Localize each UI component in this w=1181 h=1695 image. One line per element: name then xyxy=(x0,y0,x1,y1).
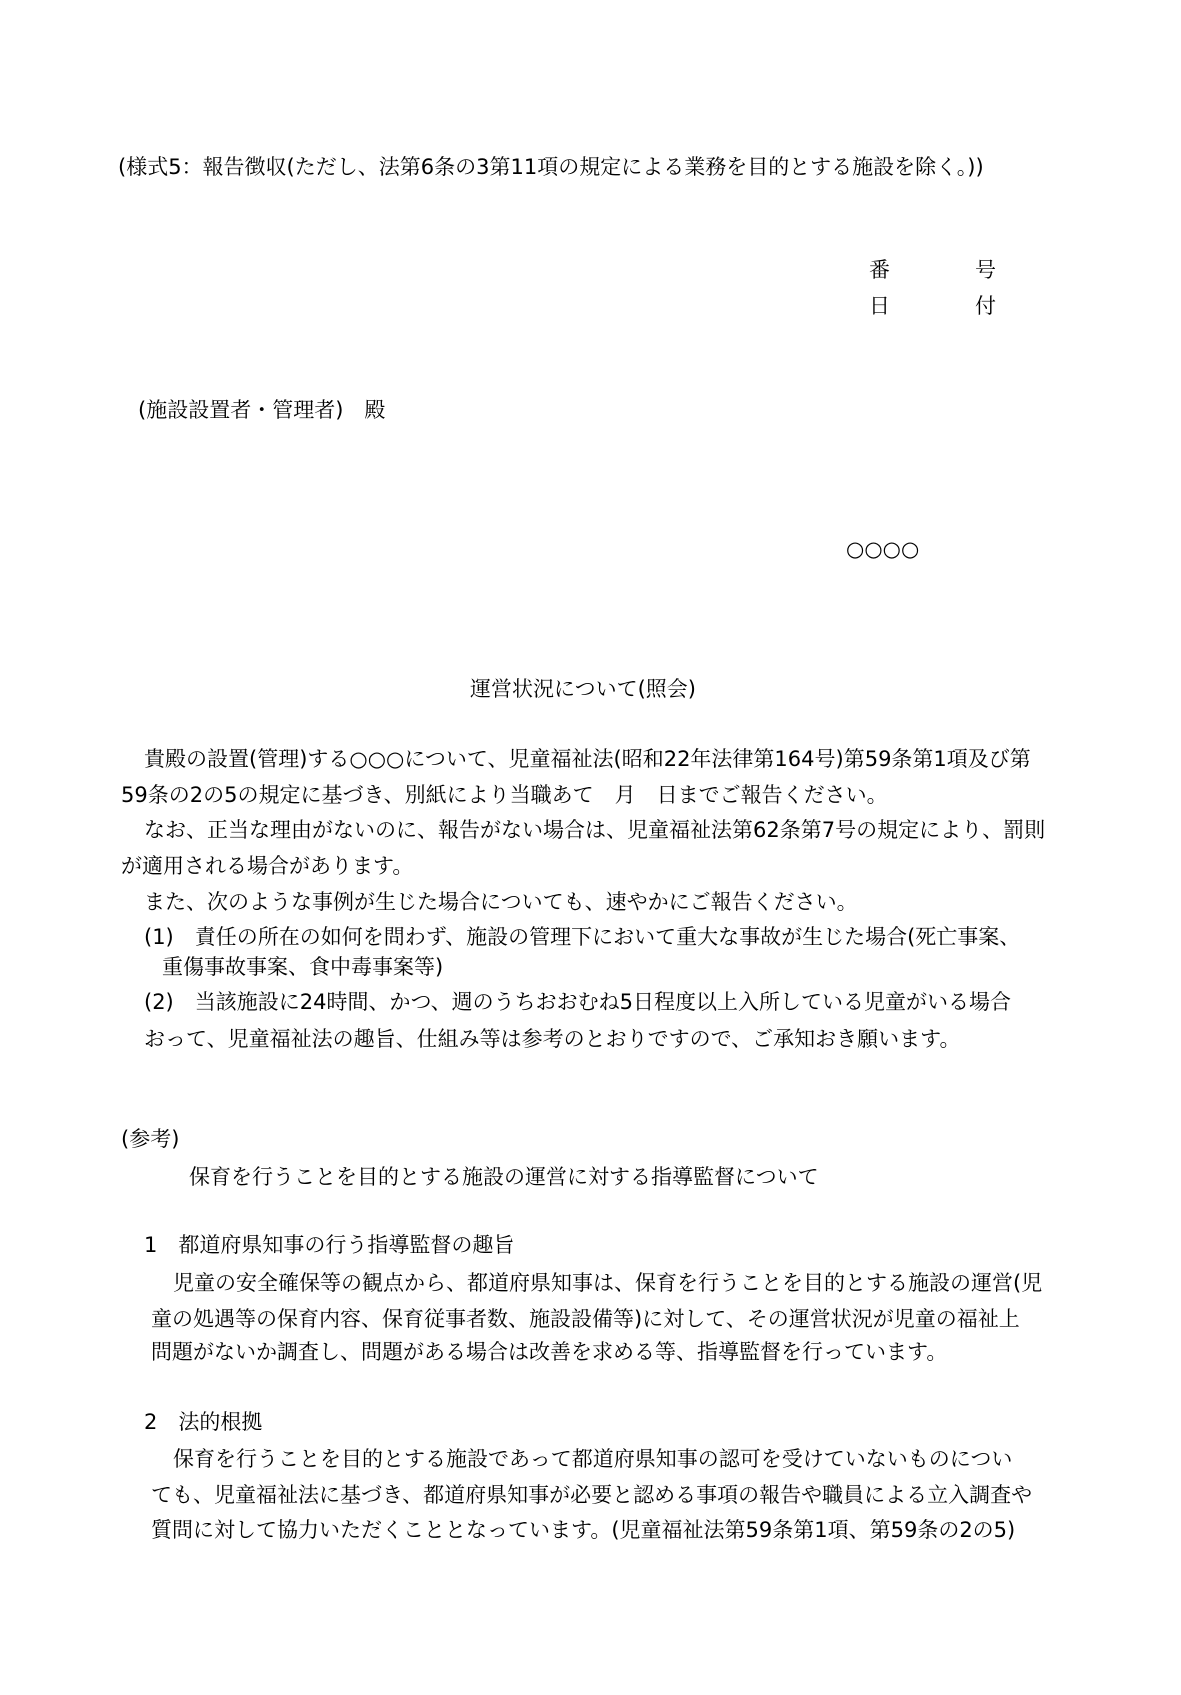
form-header: (様式5：報告徴収(ただし、法第6条の3第11項の規定による業務を目的とする施設を除く。)) xyxy=(118,155,984,179)
reference-label: (参考) xyxy=(121,1127,180,1151)
section-heading: 2 法的根拠 xyxy=(144,1410,263,1434)
date-label: 日 xyxy=(869,294,890,318)
body-line: おって、児童福祉法の趣旨、仕組み等は参考のとおりですので、ご承知おき願います。 xyxy=(144,1027,961,1051)
number-label: 番 xyxy=(869,258,890,282)
body-line: 貴殿の設置(管理)する○○○について、児童福祉法(昭和22年法律第164号)第59条第1項及び第 xyxy=(144,747,1031,771)
section-line: 保育を行うことを目的とする施設であって都道府県知事の認可を受けていないものについ xyxy=(173,1447,1013,1471)
section-heading: 1 都道府県知事の行う指導監督の趣旨 xyxy=(144,1233,515,1257)
reference-subtitle: 保育を行うことを目的とする施設の運営に対する指導監督について xyxy=(189,1165,819,1189)
addressee: (施設設置者・管理者) 殿 xyxy=(138,398,386,422)
section-line: 児童の安全確保等の観点から、都道府県知事は、保育を行うことを目的とする施設の運営(児 xyxy=(173,1271,1043,1295)
date-label-suffix: 付 xyxy=(975,294,996,318)
document-title: 運営状況について(照会) xyxy=(470,677,696,701)
body-line: また、次のような事例が生じた場合についても、速やかにご報告ください。 xyxy=(144,890,858,914)
section-line: ても、児童福祉法に基づき、都道府県知事が必要と認める事項の報告や職員による立入調査や xyxy=(151,1483,1033,1507)
list-item-1: (1) 責任の所在の如何を問わず、施設の管理下において重大な事故が生じた場合(死亡事案、 xyxy=(144,925,1021,949)
section-line: 問題がないか調査し、問題がある場合は改善を求める等、指導監督を行っています。 xyxy=(151,1340,948,1364)
body-line: が適用される場合があります。 xyxy=(121,854,414,878)
body-line: 59条の2の5の規定に基づき、別紙により当職あて 月 日までご報告ください。 xyxy=(121,783,888,807)
section-line: 童の処遇等の保育内容、保育従事者数、施設設備等)に対して、その運営状況が児童の福祉上 xyxy=(151,1307,1020,1331)
list-item-1-continued: 重傷事故事案、食中毒事案等) xyxy=(162,955,444,979)
body-line: なお、正当な理由がないのに、報告がない場合は、児童福祉法第62条第7号の規定により、罰則 xyxy=(144,818,1046,842)
number-label-suffix: 号 xyxy=(975,258,996,282)
list-item-2: (2) 当該施設に24時間、かつ、週のうちおおむね5日程度以上入所している児童がいる場合 xyxy=(144,990,1011,1014)
sender: ○○○○ xyxy=(846,537,920,561)
section-line: 質問に対して協力いただくこととなっています。(児童福祉法第59条第1項、第59条の2の5) xyxy=(151,1518,1016,1542)
